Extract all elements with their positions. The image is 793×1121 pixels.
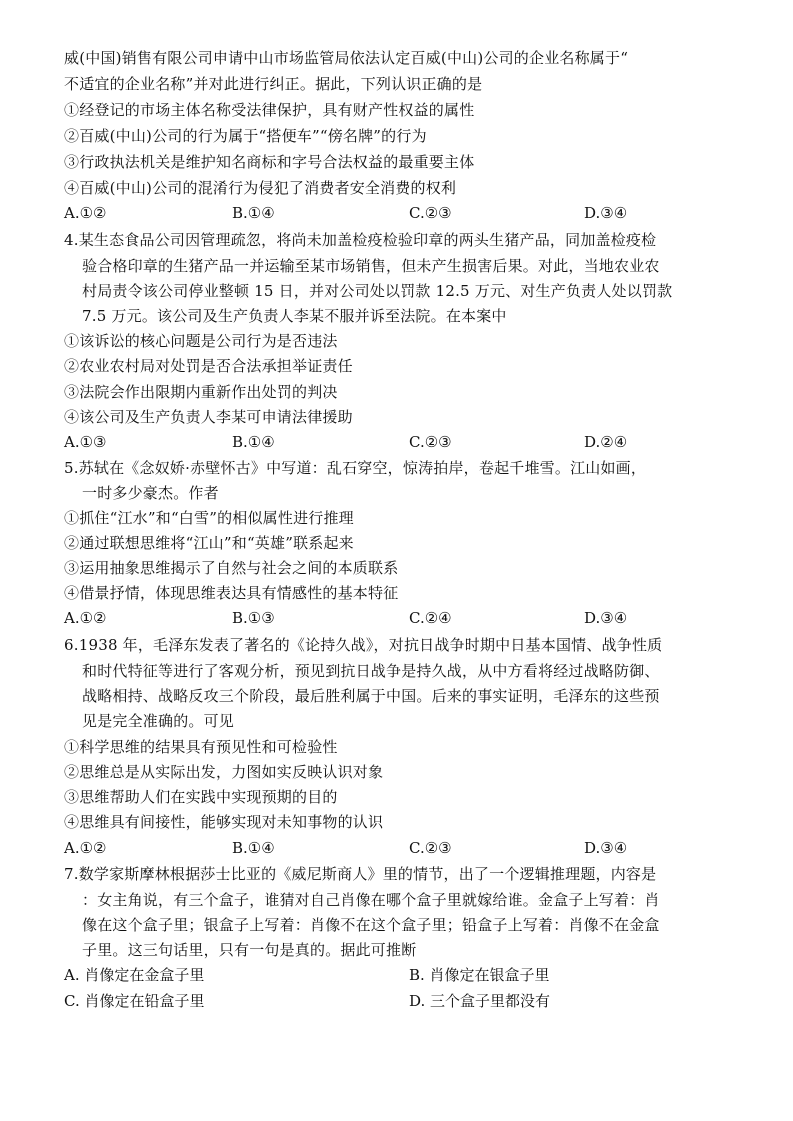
- q6-options: [64, 836, 744, 860]
- q4-statement-3: ③法院会作出限期内重新作出处罚的判决: [64, 383, 338, 401]
- q7-stem-line-3: 像在这个盒子里；银盒子上写着：肖像不在这个盒子里；铅盒子上写着：肖像不在金盒: [82, 916, 660, 934]
- q4-stem-line-2: 验合格印章的生猪产品一并运输至某市场销售，但未产生损害后果。对此，当地农业农: [82, 257, 660, 275]
- q3-statement-4: ④百威(中山)公司的混淆行为侵犯了消费者安全消费的权利: [64, 179, 457, 197]
- q7-options-row-2: [64, 989, 744, 1013]
- q5-option-b: B.①③: [232, 609, 275, 627]
- q6-stem-line-3: 战略相持、战略反攻三个阶段，最后胜利属于中国。后来的事实证明，毛泽东的这些预: [82, 687, 660, 705]
- q3-statement-2: ②百威(中山)公司的行为属于“搭便车”“傍名牌”的行为: [64, 127, 427, 145]
- q6-option-d: D.③④: [584, 839, 628, 857]
- q5-stem-line-2: 一时多少豪杰。作者: [82, 484, 219, 502]
- q4-statement-4: ④该公司及生产负责人李某可申请法律援助: [64, 408, 353, 426]
- q5-statement-1: ①抓住“江水”和“白雪”的相似属性进行推理: [64, 509, 354, 527]
- q5-stem-line-1: 5.苏轼在《念奴娇·赤壁怀古》中写道：乱石穿空，惊涛拍岸，卷起千堆雪。江山如画，: [64, 459, 647, 477]
- q6-statement-3: ③思维帮助人们在实践中实现预期的目的: [64, 788, 338, 806]
- q4-option-c: C.②③: [409, 433, 452, 451]
- q5-options: [64, 606, 744, 630]
- q7-option-c: C. 肖像定在铅盒子里: [64, 992, 205, 1010]
- q4-stem-line-3: 村局责令该公司停业整顿 15 日，并对公司处以罚款 12.5 万元、对生产负责人处以罚款: [82, 282, 673, 300]
- q6-statement-4: ④思维具有间接性，能够实现对未知事物的认识: [64, 813, 384, 831]
- q5-statement-2: ②通过联想思维将“江山”和“英雄”联系起来: [64, 534, 354, 552]
- q4-statement-2: ②农业农村局对处罚是否合法承担举证责任: [64, 357, 353, 375]
- q4-options: [64, 430, 744, 454]
- q3-option-c: C.②③: [409, 204, 452, 222]
- q3-stem-line-1: 威(中国)销售有限公司申请中山市场监管局依法认定百威(中山)公司的企业名称属于“: [64, 49, 629, 67]
- q7-stem-line-2: ：女主角说，有三个盒子，谁猜对自己肖像在哪个盒子里就嫁给谁。金盒子上写着：肖: [82, 891, 660, 909]
- q3-option-b: B.①④: [232, 204, 275, 222]
- q7-stem-line-1: 7.数学家斯摩林根据莎士比亚的《威尼斯商人》里的情节，出了一个逻辑推理题，内容是: [64, 865, 657, 883]
- q7-option-d: D. 三个盒子里都没有: [409, 992, 551, 1010]
- q7-option-a: A. 肖像定在金盒子里: [64, 966, 205, 984]
- q4-statement-1: ①该诉讼的核心问题是公司行为是否违法: [64, 332, 338, 350]
- q6-stem-line-2: 和时代特征等进行了客观分析，预见到抗日战争是持久战，从中方看将经过战略防御、: [82, 662, 660, 680]
- q6-statement-1: ①科学思维的结果具有预见性和可检验性: [64, 738, 338, 756]
- q7-option-b: B. 肖像定在银盒子里: [409, 966, 550, 984]
- q3-options: [64, 201, 744, 225]
- q6-statement-2: ②思维总是从实际出发，力图如实反映认识对象: [64, 763, 384, 781]
- q6-stem-line-1: 6.1938 年，毛泽东发表了著名的《论持久战》，对抗日战争时期中日基本国情、战争性质: [64, 636, 663, 654]
- q6-option-a: A.①②: [64, 839, 107, 857]
- q5-statement-3: ③运用抽象思维揭示了自然与社会之间的本质联系: [64, 559, 399, 577]
- q5-option-d: D.③④: [584, 609, 628, 627]
- q4-stem-line-1: 4.某生态食品公司因管理疏忽，将尚未加盖检疫检验印章的两头生猪产品，同加盖检疫检: [64, 231, 657, 249]
- q3-stem-line-2: 不适宜的企业名称”并对此进行纠正。据此，下列认识正确的是: [64, 75, 483, 93]
- q4-stem-line-4: 7.5 万元。该公司及生产负责人李某不服并诉至法院。在本案中: [82, 307, 507, 325]
- q3-statement-3: ③行政执法机关是维护知名商标和字号合法权益的最重要主体: [64, 153, 475, 171]
- q7-options-row-1: [64, 963, 744, 987]
- q7-stem-line-4: 子里。这三句话里，只有一句是真的。据此可推断: [82, 941, 417, 959]
- q6-option-c: C.②③: [409, 839, 452, 857]
- q3-statement-1: ①经登记的市场主体名称受法律保护，具有财产性权益的属性: [64, 101, 475, 119]
- q4-option-a: A.①③: [64, 433, 107, 451]
- q5-statement-4: ④借景抒情，体现思维表达具有情感性的基本特征: [64, 584, 399, 602]
- q6-option-b: B.①④: [232, 839, 275, 857]
- q3-option-a: A.①②: [64, 204, 107, 222]
- q6-stem-line-4: 见是完全准确的。可见: [82, 712, 235, 730]
- q3-option-d: D.③④: [584, 204, 628, 222]
- q5-option-c: C.②④: [409, 609, 452, 627]
- q4-option-b: B.①④: [232, 433, 275, 451]
- q4-option-d: D.②④: [584, 433, 628, 451]
- q5-option-a: A.①②: [64, 609, 107, 627]
